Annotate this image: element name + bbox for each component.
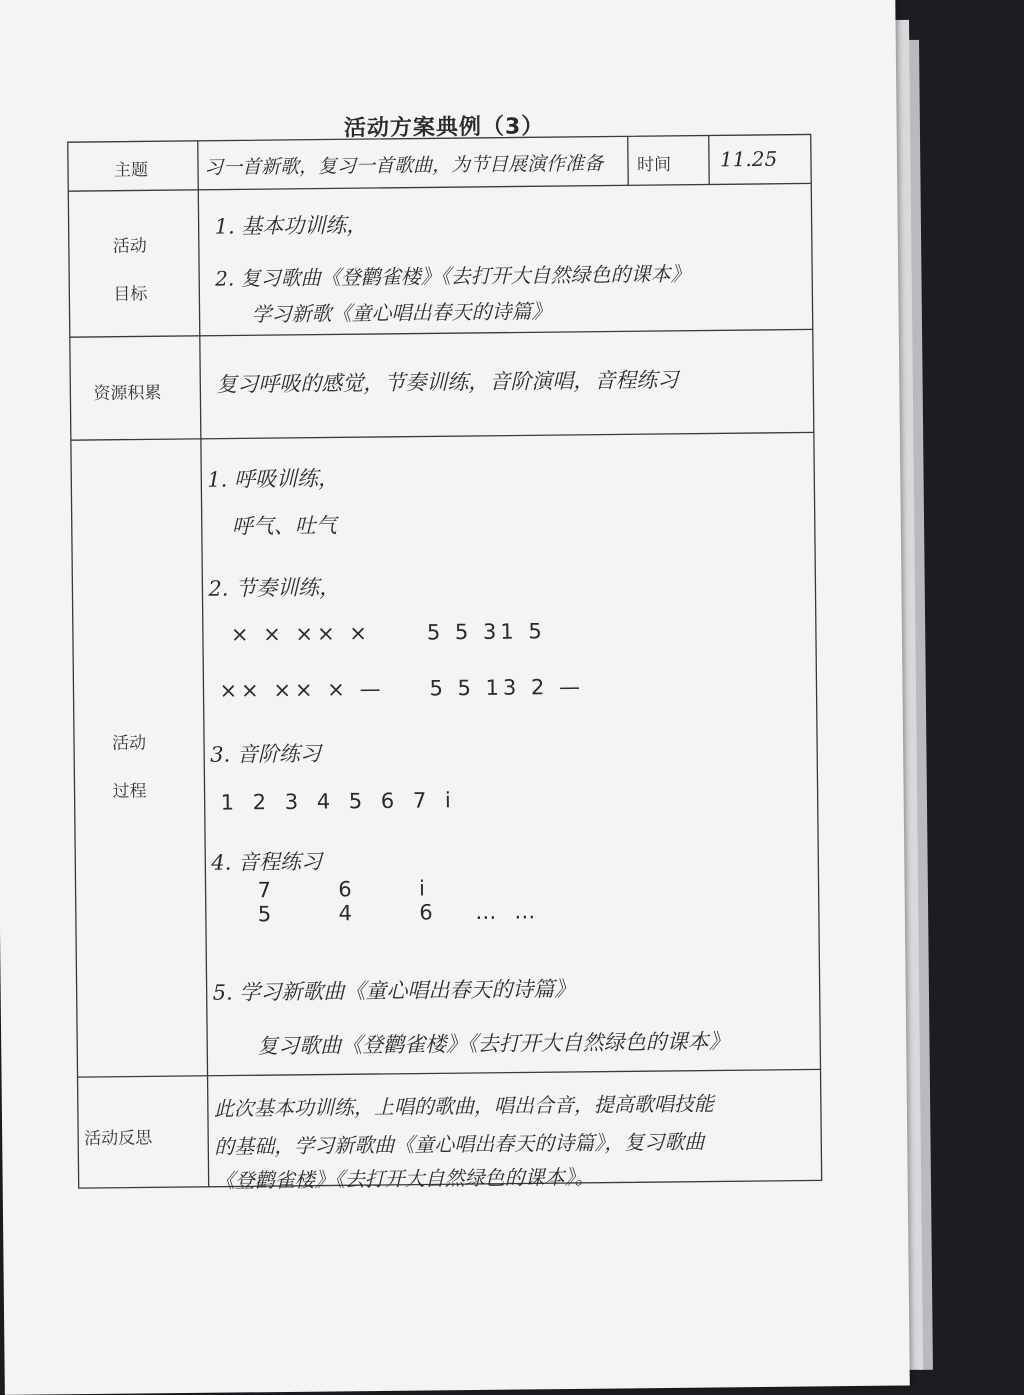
rhythm-pattern-2: ×× ×× × —	[219, 676, 385, 703]
process-label-line2: 过程	[112, 781, 147, 802]
goal-item-1: 1. 基本功训练，	[214, 213, 368, 239]
goal-label-line2: 目标	[113, 284, 148, 305]
interval-upper-notes: 7 6 i	[257, 876, 443, 903]
page-title: 活动方案典例（3）	[343, 114, 545, 142]
reflection-line-1: 此次基本功训练，上唱的歌曲，唱出合音，提高歌唱技能	[213, 1091, 714, 1121]
process-step-3-title: 3. 音阶练习	[210, 741, 322, 767]
topic-label: 主题	[113, 160, 149, 181]
goal-label-line1: 活动	[112, 236, 147, 257]
reflection-line-3: 《登鹳雀楼》《去打开大自然绿色的课本》。	[214, 1164, 595, 1193]
time-value: 11.25	[719, 146, 778, 172]
time-label: 时间	[636, 154, 672, 176]
scale-sequence: 1 2 3 4 5 6 7 i	[220, 788, 457, 815]
process-label-line1: 活动	[111, 733, 147, 754]
process-step-4-title: 4. 音程练习	[211, 849, 323, 875]
reflection-line-2: 的基础，学习新歌曲《童心唱出春天的诗篇》，复习歌曲	[214, 1129, 705, 1159]
resources-value: 复习呼吸的感觉，节奏训练，音阶演唱，音程练习	[216, 367, 679, 397]
goal-item-3: 学习新歌《童心唱出春天的诗篇》	[251, 299, 552, 327]
process-step-5-title: 5. 学习新歌曲《童心唱出春天的诗篇》	[212, 976, 576, 1005]
interval-lower-notes: 5 4 6 ……	[257, 899, 554, 927]
pitch-pattern-1: 5 5 31 5	[426, 619, 546, 645]
resources-label: 资源积累	[93, 383, 162, 404]
reflection-label: 活动反思	[84, 1128, 153, 1150]
process-step-1-title: 1. 呼吸训练，	[207, 466, 340, 492]
pitch-pattern-2: 5 5 13 2 —	[429, 674, 585, 701]
process-step-5-detail: 复习歌曲《登鹳雀楼》《去打开大自然绿色的课本》	[257, 1029, 730, 1059]
rhythm-pattern-1: × × ×× ×	[230, 621, 372, 647]
goal-item-2: 2. 复习歌曲《登鹳雀楼》《去打开大自然绿色的课本》	[215, 261, 691, 291]
topic-value: 习一首新歌，复习一首歌曲，为节目展演作准备	[203, 152, 604, 179]
process-step-2-title: 2. 节奏训练，	[208, 575, 341, 601]
process-step-1-detail: 呼气、吐气	[231, 513, 337, 539]
